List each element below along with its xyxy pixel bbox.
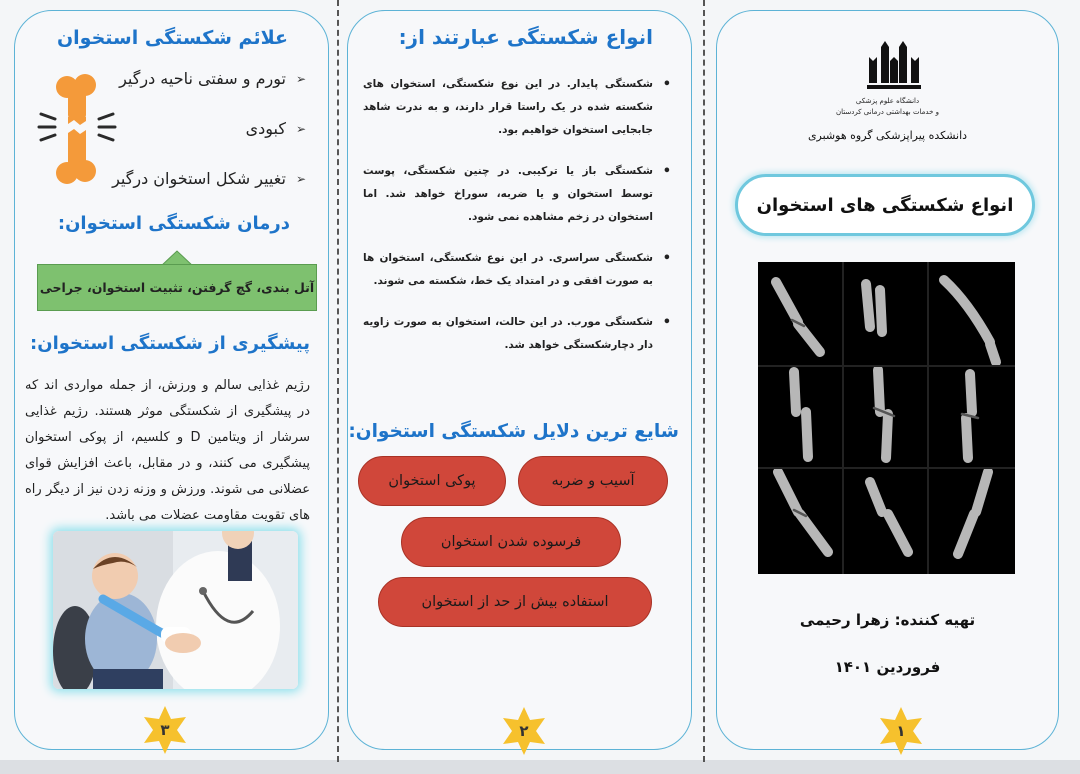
page-number: ۲ (519, 722, 529, 740)
bottom-strip (0, 760, 1080, 774)
fold-line-left (337, 0, 339, 762)
title-text: انواع شکستگی های استخوان (756, 194, 1014, 216)
broken-bone-icon (33, 69, 123, 189)
treatment-heading: درمان شکستگی استخوان: (57, 213, 290, 234)
cause-pill-wear: فرسوده شدن استخوان (401, 517, 621, 567)
signs-heading: علائم شکستگی استخوان (56, 27, 288, 49)
list-item: • شکستگی مورب. در این حالت، استخوان به صورت زاویه دار دچارشکستگی خواهد شد. (363, 311, 671, 357)
brochure-title (735, 174, 1035, 236)
xray-collage (758, 262, 1015, 574)
treatment-text: آتل بندی، گچ گرفتن، تثبیت استخوان، جراحی (39, 280, 315, 295)
logo-line-1: دانشگاه علوم پزشکی (855, 97, 920, 105)
types-heading: انواع شکستگی عبارتند از: (398, 25, 653, 49)
list-item: • شکستگی پایدار. در این نوع شکستگی، استخوان های شکسته شده در یک راستا قرار دارند، و به ندرت شاهد جابجایی استخوان خواهیم بود. (363, 73, 671, 142)
chevron-icon: ➢ (295, 121, 306, 136)
causes-heading: شایع ترین دلایل شکستگی استخوان: (348, 421, 679, 442)
date-line: فروردین ۱۴۰۱ (834, 658, 941, 676)
doctor-child-photo (53, 531, 298, 689)
sign-label: تغییر شکل استخوان درگیر (112, 169, 286, 188)
fracture-types-list (363, 73, 671, 375)
list-item: • شکستگی باز یا ترکیبی. در چنین شکستگی، پوست توسط استخوان و یا ضربه، سوراخ خواهد شد. اما استخوان در زخم مشاهده نمی شود. (363, 160, 671, 229)
sign-label: تورم و سفتی ناحیه درگیر (119, 69, 286, 88)
sign-item-bruising (246, 119, 306, 138)
treatment-box (37, 264, 317, 311)
university-logo (865, 35, 923, 93)
faculty-name: دانشکده پیراپزشکی گروه هوشبری (807, 129, 968, 142)
chevron-icon: ➢ (295, 171, 306, 186)
sign-label: کبودی (245, 119, 286, 138)
list-item: • شکستگی سراسری. در این نوع شکستگی، استخوان ها به صورت افقی و در امتداد یک خط، شکسته می شوند. (363, 247, 671, 293)
prevention-heading: پیشگیری از شکستگی استخوان: (30, 333, 310, 354)
sign-item-deformity (112, 169, 306, 188)
cause-pill-overuse: استفاده بیش از حد از استخوان (378, 577, 652, 627)
cause-pill-osteoporosis: پوکی استخوان (358, 456, 506, 506)
panel-signs-treatment-prevention (14, 10, 329, 750)
page-number: ۱ (896, 722, 906, 740)
prevention-paragraph: رژیم غذایی سالم و ورزش، از جمله مواردی اند که در پیشگیری از شکستگی موثر هستند. رژیم غذایی سرشار از ویتامین D و کلسیم، از پوکی استخوان پیشگیری می کنند، و در مقابل، باعث افزایش قوای عضلانی می شوند. ورزش و وزنه زدن نیز از دیگر راه های تقویت مقاومت عضلات می باشد. (25, 378, 310, 523)
panel-fracture-types (347, 10, 692, 750)
fold-line-right (703, 0, 705, 762)
author-line: تهیه کننده: زهرا رحیمی (799, 611, 976, 629)
logo-line-2: و خدمات بهداشتی درمانی کردستان (835, 108, 940, 116)
cause-pill-injury: آسیب و ضربه (518, 456, 668, 506)
page-number: ۳ (160, 721, 170, 739)
panel-cover (716, 10, 1059, 750)
chevron-icon: ➢ (295, 71, 306, 86)
sign-item-swelling (119, 69, 306, 88)
